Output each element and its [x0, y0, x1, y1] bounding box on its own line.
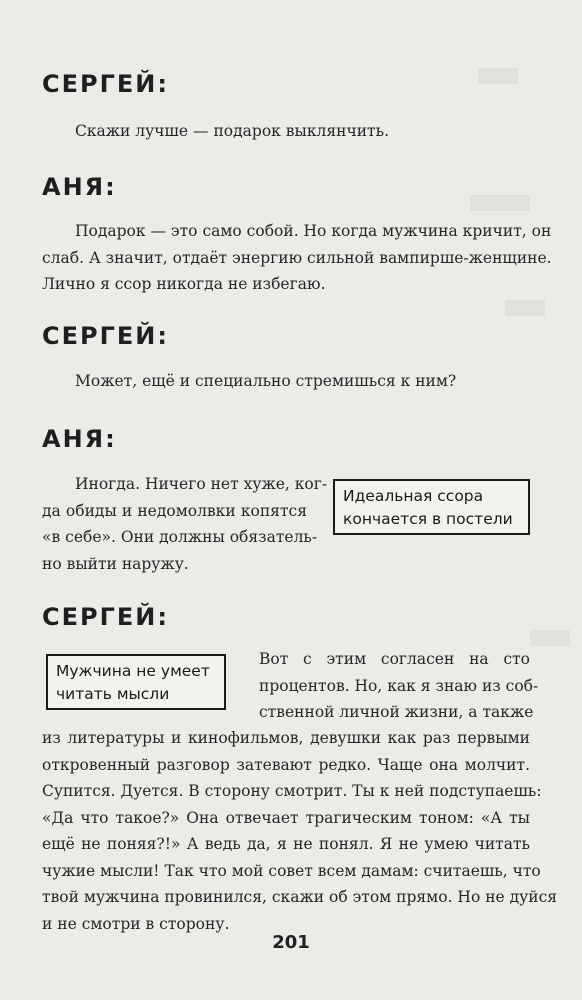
speaker-name: СЕРГЕЙ:: [42, 322, 169, 350]
text-line: Вот с этим согласен на сто: [259, 650, 530, 668]
speaker-name: СЕРГЕЙ:: [42, 70, 169, 98]
dialogue-text: [259, 646, 539, 726]
text-line: Подарок — это само собой. Но когда мужчина кричит, он: [75, 222, 552, 240]
text-line: «Да что такое?» Она отвечает трагическим тоном: «А ты: [42, 808, 530, 827]
text-line: из литературы и кинофильмов, девушки как раз первыми: [42, 729, 530, 747]
page-number: 201: [272, 932, 310, 953]
text-line: «в себе». Они должны обязатель-: [42, 528, 318, 546]
text-line: ственной личной жизни, а также: [259, 703, 534, 721]
text-line: откровенный разговор затевают редко. Чаще она молчит.: [42, 755, 530, 774]
text-line: Иногда. Ничего нет хуже, ког-: [75, 475, 328, 493]
dialogue-text: [42, 471, 328, 577]
text-line: Может, ещё и специально стремишься к ним?: [75, 372, 457, 390]
text-line: но выйти наружу.: [42, 554, 189, 573]
text-line: Лично я ссор никогда не избегаю.: [42, 275, 326, 293]
bleed-through-mark: [530, 630, 570, 646]
pull-quote-box: [333, 479, 530, 535]
pull-quote-line: кончается в постели: [343, 510, 513, 528]
text-line: твой мужчина провинился, скажи об этом прямо. Но не дуйся: [42, 888, 558, 906]
speaker-name: АНЯ:: [42, 173, 117, 201]
dialogue-text: [42, 725, 558, 937]
text-line: ещё не поняя?!» А ведь да, я не понял. Я не умею читать: [42, 835, 530, 853]
text-line: Супится. Дуется. В сторону смотрит. Ты к ней подступаешь:: [42, 782, 542, 800]
speaker-name: СЕРГЕЙ:: [42, 603, 169, 631]
bleed-through-mark: [505, 300, 545, 316]
bleed-through-mark: [478, 68, 518, 84]
pull-quote-line: читать мысли: [56, 685, 170, 703]
text-line: процентов. Но, как я знаю из соб-: [259, 676, 539, 695]
text-line: Скажи лучше — подарок выклянчить.: [75, 122, 389, 140]
pull-quote-line: Мужчина не умеет: [56, 662, 210, 680]
dialogue-text: [42, 218, 552, 298]
dialogue-text: [42, 368, 530, 395]
dialogue-text: [42, 118, 530, 145]
pull-quote-box: [46, 654, 226, 710]
text-line: чужие мысли! Так что мой совет всем дамам: считаешь, что: [42, 861, 541, 880]
text-line: и не смотри в сторону.: [42, 914, 230, 933]
pull-quote-line: Идеальная ссора: [343, 487, 484, 505]
text-line: слаб. А значит, отдаёт энергию сильной вампирше-женщине.: [42, 248, 552, 267]
speaker-name: АНЯ:: [42, 425, 117, 453]
text-line: да обиды и недомолвки копятся: [42, 501, 307, 520]
bleed-through-mark: [470, 195, 530, 211]
